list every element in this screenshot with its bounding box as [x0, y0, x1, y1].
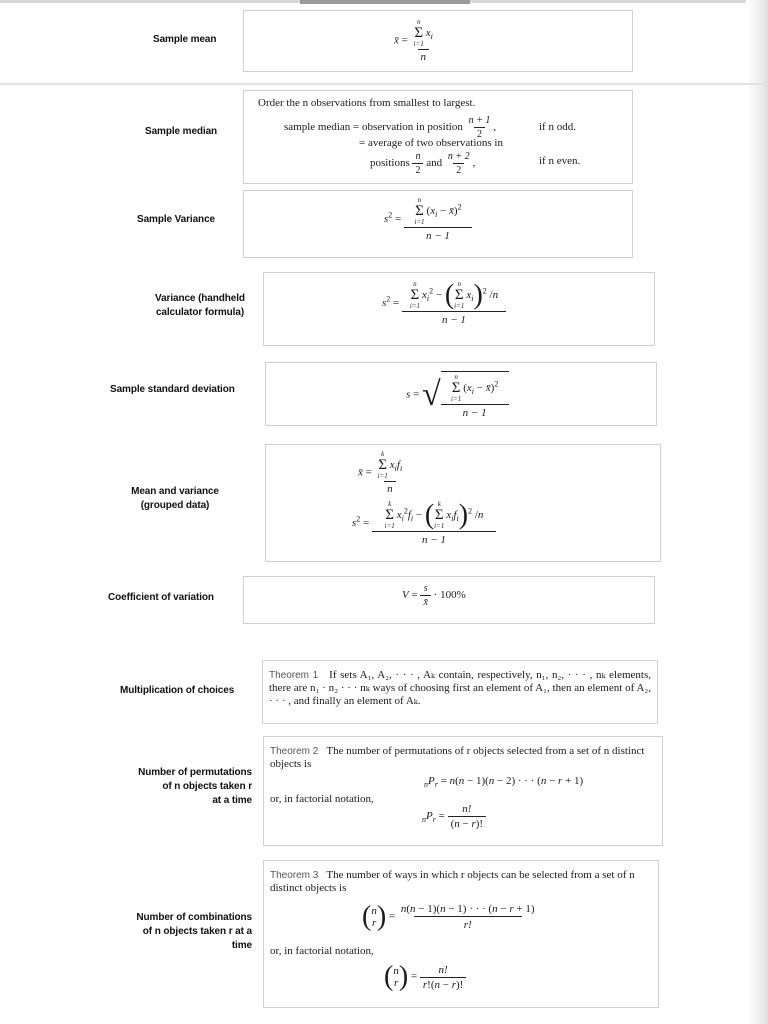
theorem-3-heading: Theorem 3: [270, 870, 319, 881]
median-positions-text: positions: [370, 157, 410, 170]
variance-calculator-label-line2: calculator formula): [155, 307, 245, 318]
combinations-factorial-formula: ( n r ) = $\frac{n!}{r!(n - r)!}$: [384, 963, 466, 991]
sample-mean-formula: x̄ = n Σ i=1 $x_i$ n: [394, 18, 433, 63]
top-scan-mark: [300, 0, 470, 4]
multiplication-of-choices-label: Multiplication of choices: [120, 685, 235, 696]
theorem-3-text-block: [270, 869, 650, 895]
variance-calculator-label: [135, 292, 265, 320]
median-odd-condition: if n odd.: [539, 121, 576, 133]
theorem-1-heading: Theorem 1: [269, 670, 319, 681]
coefficient-of-variation-formula-box: [243, 576, 655, 624]
sample-variance-label: Sample Variance: [137, 214, 215, 225]
permutations-label-line1: Number of permutations: [138, 767, 252, 778]
permutations-product-formula: $_nP_r = n(n - 1)(n - 2)$ · · · (n − r + 1): [424, 775, 584, 790]
scan-divider: [0, 83, 768, 85]
grouped-data-label: [115, 485, 235, 513]
sample-variance-formula: $s^2$ = n Σ i=1 ($x_i$ − x̄)$^2$ n − 1: [384, 197, 472, 242]
sample-median-label: Sample median: [145, 126, 218, 137]
sample-mean-label: Sample mean: [153, 34, 217, 45]
variance-calculator-formula: $s^2$ = n Σ i=1 $x_i^2$ − ( n Σ i=1 $x_i)^2$ /n n − 1: [382, 281, 506, 326]
grouped-data-label-line1: Mean and variance: [131, 486, 219, 497]
combinations-label-line2: of n objects taken r at a: [142, 926, 252, 937]
grouped-data-label-line2: (grouped data): [140, 500, 210, 511]
grouped-data-formula-box: [265, 444, 661, 562]
combinations-product-formula: ( n r ) = $\frac{n(n - 1)(n - 1) \cdot \cdot \cdot (n - r + 1)}{r!}$: [362, 901, 535, 932]
theorem-2-heading: Theorem 2: [270, 746, 319, 757]
median-intro-text: Order the n observations from smallest to largest.: [258, 97, 476, 109]
grouped-variance-formula: $s^2$ = k Σ i=1 $x_i^2f_i$ − ( k Σ i=1 $x_if_i)^2$ /n n − 1: [352, 501, 496, 546]
median-even-text: = average of two observations in: [359, 137, 503, 149]
median-odd-rule: sample median = observation in position $\frac{n + 1}{2}$ ,: [284, 115, 497, 140]
combinations-label-line1: Number of combinations: [136, 912, 252, 923]
permutations-factorial-note: or, in factorial notation,: [270, 793, 374, 805]
theorem-2-text: The number of permutations of r objects selected from a set of n distinct objects is: [270, 745, 645, 770]
coefficient-of-variation-label: Coefficient of variation: [108, 592, 214, 603]
theorem-3-box: [263, 860, 659, 1008]
combinations-label-line3: time: [231, 940, 252, 951]
theorem-2-box: [263, 736, 663, 846]
sample-median-formula-box: [243, 90, 633, 184]
cv-percent-text: · 100%: [433, 589, 466, 602]
permutations-factorial-formula: $_nP_r$ = $\frac{n!}{(n - r)!}$: [422, 803, 486, 830]
median-odd-text: sample median = observation in position: [284, 121, 463, 134]
theorem-2-text-block: [270, 745, 654, 771]
median-and-text: and: [426, 157, 443, 170]
coefficient-of-variation-formula: V = $\frac{s}{x̄}$ · 100%: [402, 583, 466, 608]
combinations-factorial-note: or, in factorial notation,: [270, 945, 374, 957]
theorem-1-text: If sets A₁, A₂, · · · , Aₖ contain, respectively, n₁, n₂, · · · , nₖ elements, there are n₁ · n₂ · · · nₖ ways of choosing first an element of A₁, then an element of A₂, · · · , and finally an element of Aₖ.: [269, 669, 651, 707]
sample-sd-formula: s = √ n Σ i=1 ($x_i$ − x̄)$^2$ n − 1: [406, 371, 509, 419]
permutations-label-line2: of n objects taken r: [162, 781, 252, 792]
permutations-label-line3: at a time: [212, 795, 252, 806]
grouped-mean-formula: x̄ = k Σ i=1 $x_if_i$ n: [358, 450, 403, 495]
theorem-1-text-block: [269, 669, 651, 708]
sample-mean-formula-box: [243, 10, 633, 72]
variance-calculator-label-line1: Variance (handheld: [155, 293, 245, 304]
sample-variance-formula-box: [243, 190, 633, 258]
page-edge-shadow: [746, 0, 768, 1024]
combinations-label: [100, 911, 252, 953]
median-even-condition: if n even.: [539, 155, 581, 167]
sample-sd-label: Sample standard deviation: [110, 384, 235, 395]
variance-calculator-formula-box: [263, 272, 655, 346]
permutations-label: [100, 766, 252, 808]
theorem-3-text: The number of ways in which r objects can be selected from a set of n distinct objects is: [270, 869, 635, 894]
sample-sd-formula-box: [265, 362, 657, 426]
median-even-positions: positions $\frac{n}{2}$ and $\frac{n + 2}{2}$ ,: [370, 151, 476, 176]
theorem-1-box: [262, 660, 658, 724]
